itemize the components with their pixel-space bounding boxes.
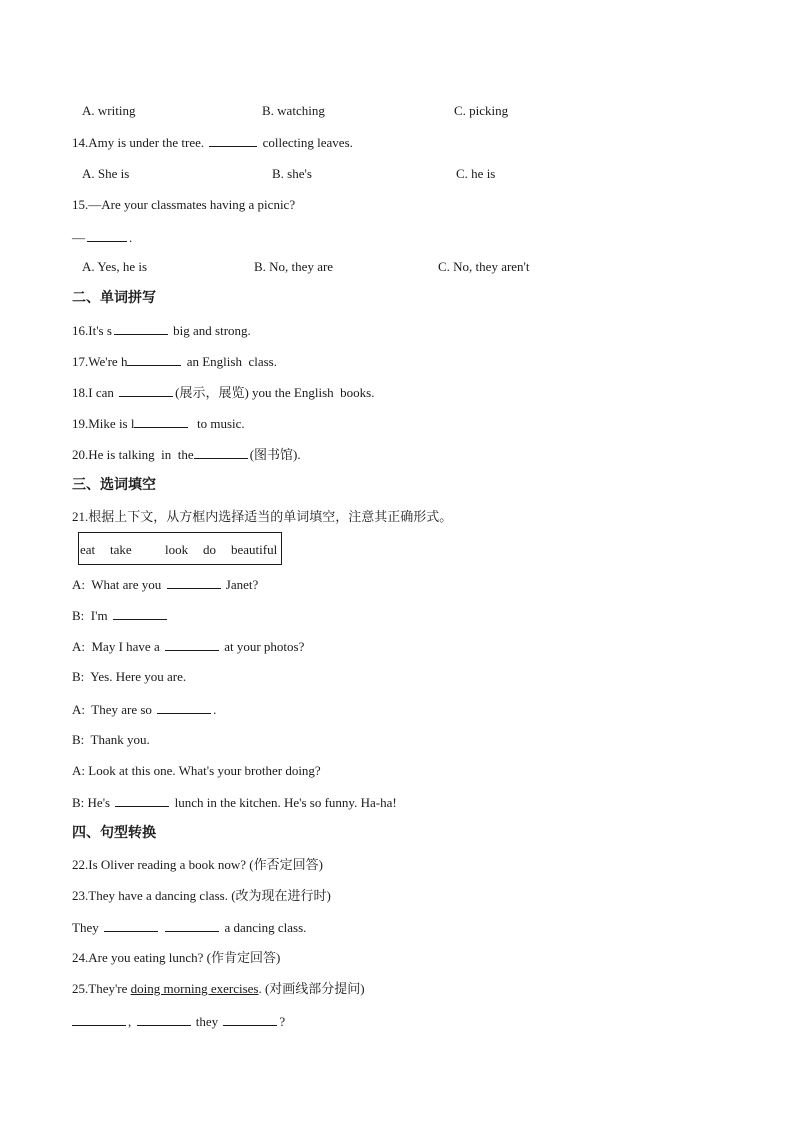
q14-option-a: A. She is (82, 166, 130, 181)
q23-answer-line: They a dancing class. (72, 920, 307, 935)
q20-blank[interactable] (194, 446, 248, 459)
dialogue-line: A: They are so . (72, 702, 217, 717)
dialogue-line: B: He's lunch in the kitchen. He's so funny. Ha-ha! (72, 795, 397, 810)
word-box-item: eat (80, 542, 96, 557)
section-2-title: 二、单词拼写 (72, 290, 156, 306)
q18-blank[interactable] (119, 384, 173, 397)
q23: 23.They have a dancing class. (改为现在进行时) (72, 888, 331, 903)
q13-option-b: B. watching (262, 103, 325, 118)
q25: 25.They're doing morning exercises. (对画线部分提问) (72, 981, 365, 996)
word-box (78, 532, 282, 565)
q13-option-a: A. writing (82, 103, 136, 118)
q17: 17.We're h an English class. (72, 354, 277, 369)
q14-option-b: B. she's (272, 166, 312, 181)
dialogue-line: B: Yes. Here you are. (72, 669, 187, 684)
q15-option-c: C. No, they aren't (438, 259, 530, 274)
q25-answer-line: , they ? (72, 1013, 285, 1030)
dialogue-line: A: May I have a at your photos? (72, 639, 305, 654)
q19: 19.Mike is l to music. (72, 416, 245, 431)
q23-blank-1[interactable] (104, 919, 158, 932)
q22: 22.Is Oliver reading a book now? (作否定回答) (72, 857, 323, 872)
q20: 20.He is talking in the (图书馆). (72, 447, 301, 462)
q23-blank-2[interactable] (165, 919, 219, 932)
word-box-item: look (165, 542, 189, 557)
section-4-title: 四、句型转换 (72, 825, 156, 841)
dialogue-blank[interactable] (167, 576, 221, 589)
q16: 16.It's s big and strong. (72, 323, 251, 338)
word-box-item: take (110, 542, 132, 557)
q17-blank[interactable] (127, 353, 181, 366)
dialogue-line: A: Look at this one. What's your brother doing? (72, 763, 321, 778)
dialogue-line: B: I'm (72, 607, 169, 624)
q25-blank-1[interactable] (72, 1013, 126, 1026)
q18: 18.I can (展示，展览) you the English books. (72, 385, 375, 400)
dialogue-line: B: Thank you. (72, 732, 150, 747)
q15-question: 15.—Are your classmates having a picnic? (72, 197, 296, 212)
q13-option-c: C. picking (454, 103, 509, 118)
q25-blank-2[interactable] (137, 1013, 191, 1026)
q14-question: 14.Amy is under the tree. collecting leaves. (72, 135, 353, 150)
word-box-item: do (203, 542, 216, 557)
q16-blank[interactable] (114, 322, 168, 335)
q15-blank[interactable] (87, 229, 127, 242)
dialogue-blank[interactable] (115, 794, 169, 807)
q19-blank[interactable] (134, 415, 188, 428)
dialogue-blank[interactable] (165, 638, 219, 651)
q25-underlined-phrase: doing morning exercises (130, 981, 259, 996)
q15-option-b: B. No, they are (254, 259, 334, 274)
word-box-item: beautiful (231, 542, 278, 557)
dialogue-blank[interactable] (157, 701, 211, 714)
dialogue-line: A: What are you Janet? (72, 577, 259, 592)
q14-blank[interactable] (209, 134, 257, 147)
q25-blank-3[interactable] (223, 1013, 277, 1026)
q15-option-a: A. Yes, he is (82, 259, 148, 274)
q24: 24.Are you eating lunch? (作肯定回答) (72, 950, 281, 965)
q14-option-c: C. he is (456, 166, 496, 181)
section-3-title: 三、选词填空 (72, 477, 156, 493)
dialogue-blank[interactable] (113, 607, 167, 620)
q21-instruction: 21.根据上下文，从方框内选择适当的单词填空，注意其正确形式。 (72, 509, 453, 524)
q15-answer-line: — . (72, 230, 133, 245)
